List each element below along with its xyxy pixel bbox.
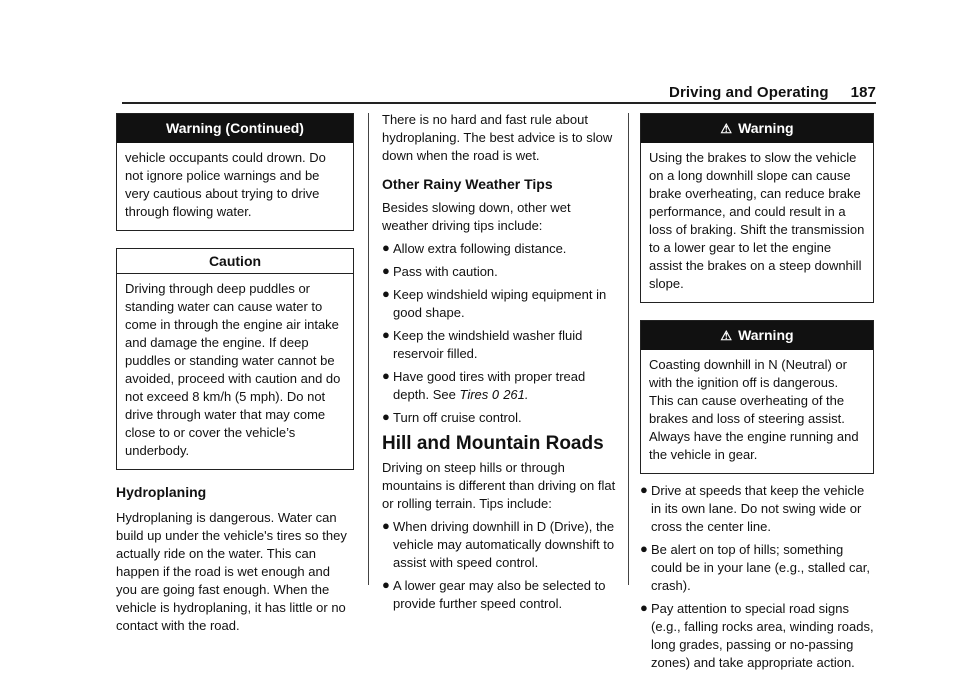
caution-box: [116, 248, 354, 470]
list-item: ● Pay attention to special road signs (e.g., falling rocks area, winding roads, long grades, passing or no-passing zones) and take appropriate action.: [640, 600, 874, 670]
warning-body: Coasting downhill in N (Neutral) or with the ignition off is dangerous. This can cause overheating of the brakes and loss of steering assist. Always have the engine running and the vehicle in gear.: [649, 357, 859, 462]
page-ref-arrow-icon: 0: [491, 388, 500, 402]
list-item: ● A lower gear may also be selected to provide further speed control.: [382, 577, 606, 611]
list-item: ● Pass with caution.: [382, 263, 498, 279]
list-item: ● Allow extra following distance.: [382, 240, 567, 256]
warning-box-brakes: [640, 113, 874, 303]
list-item: ● Turn off cruise control.: [382, 409, 522, 425]
column-3: [640, 113, 874, 672]
hydroplaning-heading: Hydroplaning: [116, 484, 207, 500]
column-1: [116, 113, 354, 635]
caution-title: Caution: [117, 249, 353, 274]
list-item: ● Keep windshield wiping equipment in good shape.: [382, 286, 607, 320]
warning-icon: ⚠: [720, 121, 733, 136]
list-item: ● Keep the windshield washer fluid reservoir filled.: [382, 327, 583, 361]
list-item: ● Be alert on top of hills; something could be in your lane (e.g., stalled car, crash).: [640, 541, 870, 593]
warning-continued-body: vehicle occupants could drown. Do not ignore police warnings and be very cautious about trying to drive through flowing water.: [125, 150, 326, 219]
hydroplaning-advice: There is no hard and fast rule about hydroplaning. The best advice is to slow down when the road is wet.: [382, 112, 613, 163]
page-header: [640, 84, 876, 101]
list-item: ● When driving downhill in D (Drive), the vehicle may automatically downshift to assist with speed control.: [382, 518, 615, 570]
column-2: [382, 111, 618, 613]
rainy-tips-list: [382, 240, 618, 427]
header-rule: [122, 102, 876, 104]
warning-title: ⚠ Warning: [641, 114, 873, 143]
rainy-tips-intro: Besides slowing down, other wet weather driving tips include:: [382, 200, 571, 233]
hill-roads-intro: Driving on steep hills or through mountains is different than driving on flat or rolling terrain. Tips include:: [382, 460, 616, 511]
caution-body: Driving through deep puddles or standing water can cause water to come in through the engine air intake and damage the engine. If deep puddles or standing water cannot be avoided, proceed with caution and do not exceed 8 km/h (5 mph). Do not drive through water that may come close to or cover the vehicle’s underbody.: [125, 281, 341, 458]
warning-icon: ⚠: [720, 328, 733, 343]
warning-box-coasting: [640, 320, 874, 474]
section-title: Driving and Operating: [669, 84, 829, 101]
column-divider-1: [368, 113, 369, 585]
page-number: 187: [850, 84, 876, 101]
hill-tips-list-continued: [640, 482, 874, 672]
column-divider-2: [628, 113, 629, 585]
hydroplaning-body: Hydroplaning is dangerous. Water can build up under the vehicle's tires so they actually ride on the water. This can happen if the road is wet enough and you are going fast enough. When the vehicle is hydroplaning, it has little or no contact with the road.: [116, 510, 347, 633]
warning-continued-title: Warning (Continued): [117, 114, 353, 143]
list-item: ● Drive at speeds that keep the vehicle in its own lane. Do not swing wide or cross the center line.: [640, 482, 865, 534]
list-item: ● Have good tires with proper tread depth. See Tires 0 261.: [382, 368, 586, 402]
warning-title: ⚠ Warning: [641, 321, 873, 350]
rainy-tips-heading: Other Rainy Weather Tips: [382, 176, 553, 192]
warning-body: Using the brakes to slow the vehicle on a long downhill slope can cause brake overheating, can reduce brake performance, and could result in a loss of braking. Shift the transmission to a lower gear to let the engine assist the brakes on a steep downhill slope.: [649, 150, 865, 291]
warning-continued-box: [116, 113, 354, 231]
hill-tips-list: [382, 518, 618, 613]
tires-link[interactable]: Tires 0 261.: [459, 387, 529, 402]
hill-roads-heading: Hill and Mountain Roads: [382, 433, 604, 454]
